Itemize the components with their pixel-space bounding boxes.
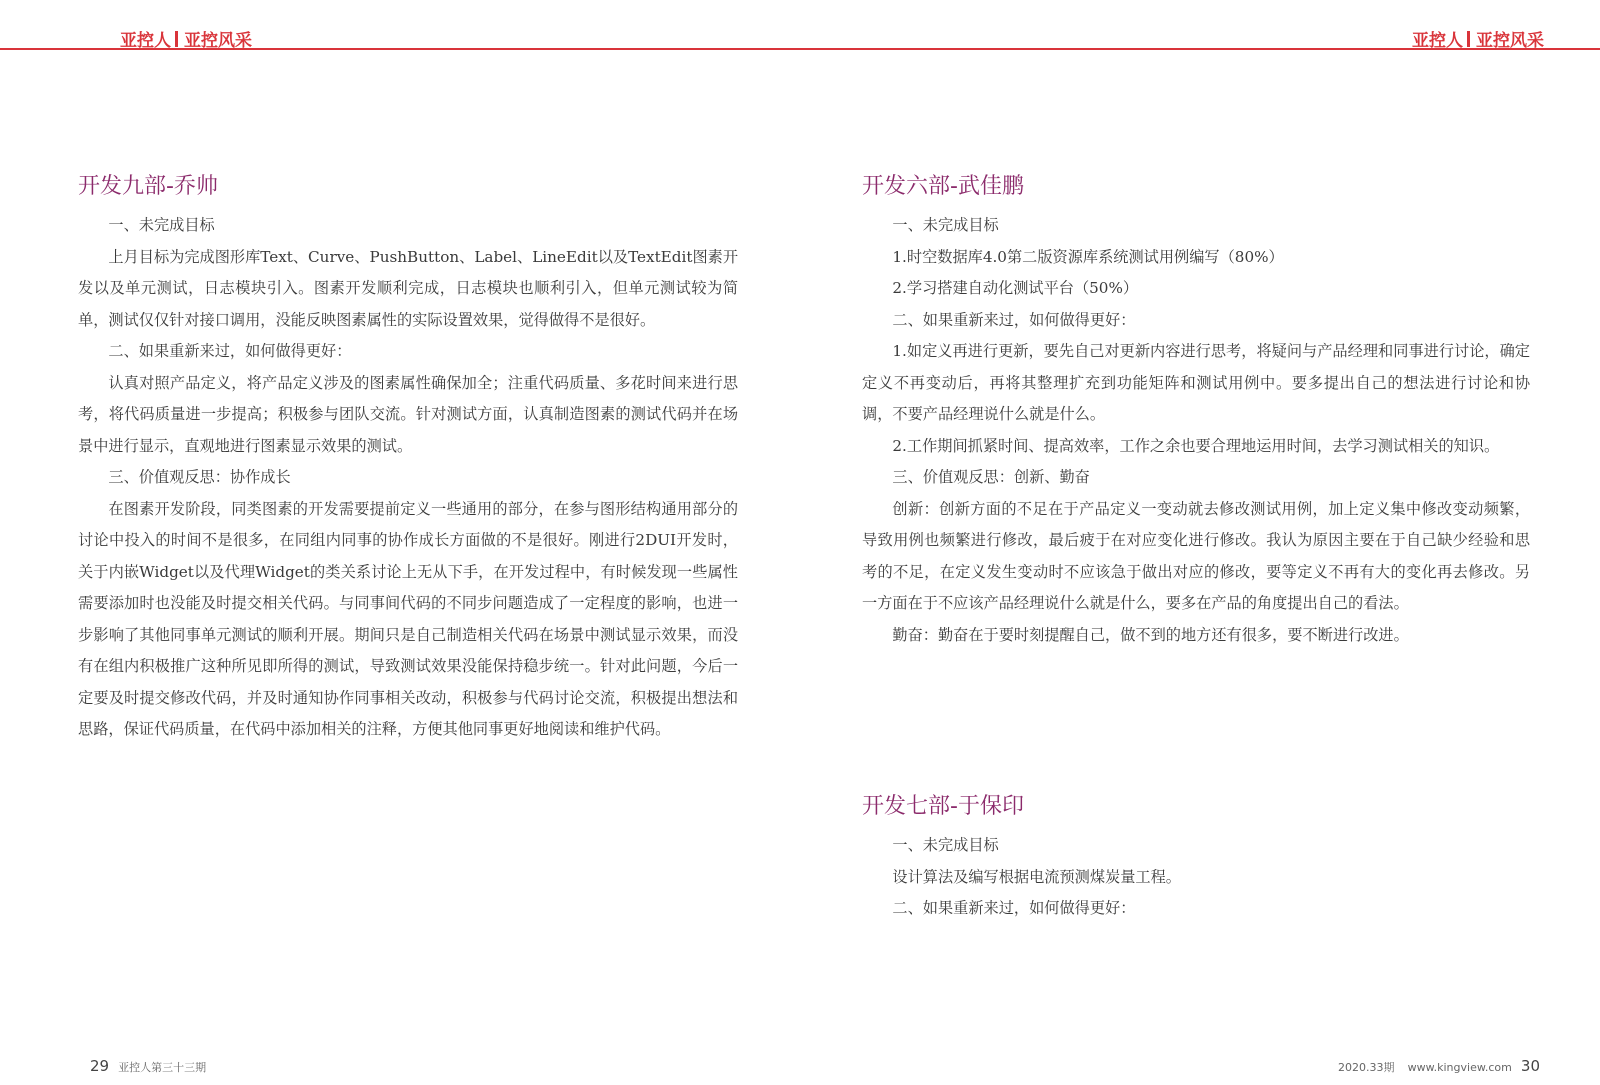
paragraph: 2.学习搭建自动化测试平台（50%） <box>892 279 1139 297</box>
section-title: 开发九部-乔帅 <box>78 174 218 199</box>
page-number: 29 <box>90 1057 110 1075</box>
header-section: 亚控风采 <box>1476 31 1544 51</box>
header-right <box>1412 26 1544 51</box>
section-title: 开发七部-于保印 <box>862 794 1024 819</box>
section-title: 开发六部-武佳鹏 <box>862 174 1024 199</box>
header-left <box>120 26 252 51</box>
paragraph: 勤奋：勤奋在于要时刻提醒自己，做不到的地方还有很多，要不断进行改进。 <box>892 625 1409 644</box>
paragraph: 一、未完成目标 <box>108 216 215 234</box>
paragraph: 二、如果重新来过，如何做得更好： <box>892 310 1136 329</box>
footer-right <box>1334 1056 1540 1075</box>
right-column-section-2 <box>862 790 1530 925</box>
paragraph: 上月目标为完成图形库Text、Curve、PushButton、Label、LineEdit以及TextEdit图素开发以及单元测试，日志模块引入。图素开发顺利完成，日志模块也顺利引入，但单元测试较为简单，测试仅仅针对接口调用，没能反映图素属性的实际设置效果，觉得做得不是很好。 <box>78 247 739 329</box>
paragraph: 一、未完成目标 <box>892 216 999 234</box>
paragraph: 1.如定义再进行更新，要先自己对更新内容进行思考，将疑问与产品经理和同事进行讨论，确定定义不再变动后，再将其整理扩充到功能矩阵和测试用例中。要多提出自己的想法进行讨论和协调，不要产品经理说什么就是什么。 <box>862 342 1530 423</box>
page-number: 30 <box>1520 1057 1540 1075</box>
left-column <box>78 170 738 746</box>
paragraph: 创新：创新方面的不足在于产品定义一变动就去修改测试用例，加上定义集中修改变动频繁，导致用例也频繁进行修改，最后疲于在对应变化进行修改。我认为原因主要在于自己缺少经验和思考的不足，在定义发生变动时不应该急于做出对应的修改，要等定义不再有大的变化再去修改。另一方面在于不应该产品经理说什么就是什么，要多在产品的角度提出自己的看法。 <box>862 499 1530 612</box>
paragraph: 认真对照产品定义，将产品定义涉及的图素属性确保加全；注重代码质量、多花时间来进行思考，将代码质量进一步提高；积极参与团队交流。针对测试方面，认真制造图素的测试代码并在场景中进行显示，直观地进行图素显示效果的测试。 <box>78 373 738 455</box>
issue-number: 2020.33期 <box>1338 1061 1395 1074</box>
header-brand: 亚控人 <box>1412 31 1463 51</box>
paragraph: 1.时空数据库4.0第二版资源库系统测试用例编写（80%） <box>892 247 1284 266</box>
header-brand: 亚控人 <box>120 31 171 51</box>
issue-label: 亚控人第三十三期 <box>118 1061 207 1074</box>
paragraph: 在图素开发阶段，同类图素的开发需要提前定义一些通用的部分，在参与图形结构通用部分的讨论中投入的时间不是很多，在同组内同事的协作成长方面做的不是很好。刚进行2DUI开发时，关于内嵌Widget以及代理Widget的类关系讨论上无从下手，在开发过程中，有时候发现一些属性需要添加时也没能及时提交相关代码。与同事间代码的不同步问题造成了一定程度的影响，也进一步影响了其他同事单元测试的顺利开展。期间只是自己制造相关代码在场景中测试显示效果，而没有在组内积极推广这种所见即所得的测试，导致测试效果没能保持稳步统一。针对此问题，今后一定要及时提交修改代码，并及时通知协作同事相关改动，积极参与代码讨论交流，积极提出想法和思路，保证代码质量，在代码中添加相关的注释，方便其他同事更好地阅读和维护代码。 <box>78 499 738 738</box>
website-link[interactable]: www.kingview.com <box>1407 1061 1512 1074</box>
paragraph: 二、如果重新来过，如何做得更好： <box>892 899 1136 917</box>
paragraph: 三、价值观反思：创新、勤奋 <box>892 468 1090 486</box>
footer-left <box>90 1056 210 1075</box>
right-column <box>862 170 1530 651</box>
paragraph: 二、如果重新来过，如何做得更好： <box>108 342 352 360</box>
paragraph: 一、未完成目标 <box>892 836 999 854</box>
header-separator <box>175 31 178 47</box>
paragraph: 三、价值观反思：协作成长 <box>108 468 291 486</box>
paragraph: 2.工作期间抓紧时间、提高效率，工作之余也要合理地运用时间，去学习测试相关的知识。 <box>892 436 1500 455</box>
header-section: 亚控风采 <box>184 31 252 51</box>
paragraph: 设计算法及编写根据电流预测煤炭量工程。 <box>892 867 1181 886</box>
header-separator <box>1467 31 1470 47</box>
